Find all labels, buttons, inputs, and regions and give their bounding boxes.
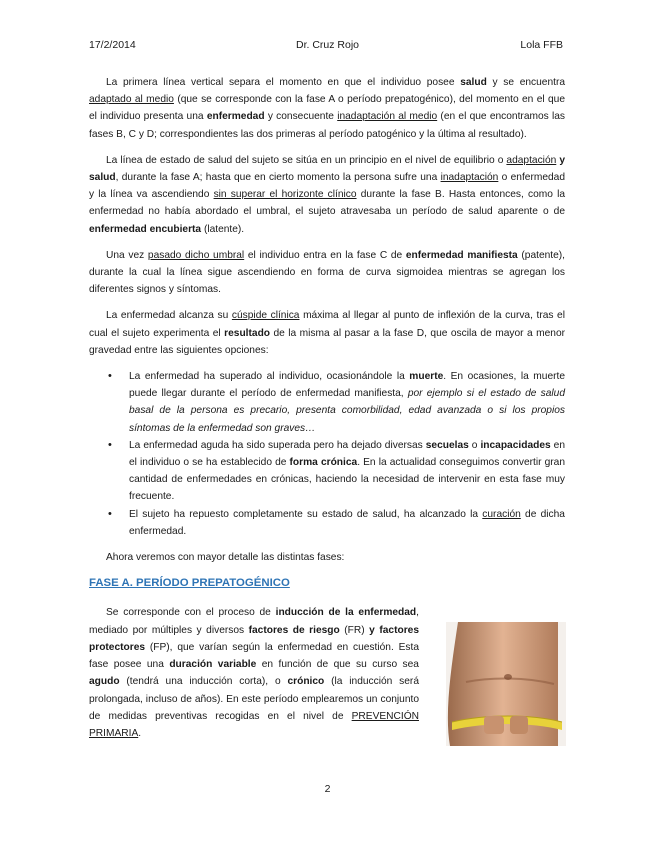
paragraph-4: La enfermedad alcanza su cúspide clínica máxima al llegar al punto de inflexión de la curva, tras el cual el sujeto experimenta el resultado de la misma al pasar a la fase D, que oscila de mayor a menor gravedad entre las siguientes opciones: — [89, 310, 565, 356]
section-heading: FASE A. PERÍODO PREPATOGÉNICO — [89, 577, 290, 590]
header-author: Dr. Cruz Rojo — [295, 39, 359, 51]
header-right: Lola FFB — [520, 39, 563, 51]
outcome-list — [89, 368, 565, 540]
paragraph-2: La línea de estado de salud del sujeto se sitúa en un principio en el nivel de equilibrio o adaptación y salud, durante la fase A; hasta que en cierto momento la persona sufre una inadaptación o enfermedad y la línea va ascendiendo sin superar el horizonte clínico durante la fase B. Hasta entonces, como la enfermedad no había abordado el umbral, el sujeto atravesaba un período de salud aparente o de enfermedad encubierta (latente). — [89, 154, 565, 235]
bullet-icon: • — [108, 370, 112, 383]
waist-measurement-photo — [446, 622, 566, 746]
header-date: 17/2/2014 — [89, 39, 136, 51]
bullet-icon: • — [108, 438, 112, 451]
paragraph-5: Ahora veremos con mayor detalle las distintas fases: — [106, 552, 345, 564]
list-item: • La enfermedad aguda ha sido superada pero ha dejado diversas secuelas o incapacidades en el individuo o se ha establecido de forma crónica. En la actualidad conseguimos convertir gran cantidad de enfermedades en crónicas, haciendo la necesidad de intervenir en esta fase muy frecuente. — [108, 438, 565, 503]
bullet-icon: • — [108, 507, 112, 520]
list-item: • La enfermedad ha superado al individuo, ocasionándole la muerte. En ocasiones, la muerte puede llegar durante el período de enfermedad manifiesta, por ejemplo si el estado de salud basal de la persona es precario, presenta comorbilidad, edad avanzada o si los propios síntomas de la enfermedad son graves… — [108, 370, 565, 434]
paragraph-1: La primera línea vertical separa el momento en que el individuo posee salud y se encuentra adaptado al medio (que se corresponde con la fase A o período prepatogénico), del momento en el que el individuo presenta una enfermedad y consecuente inadaptación al medio (en el que encontramos las fases B, C y D; correspondientes las dos primeras al período patogénico y la última al resultado). — [89, 77, 566, 140]
paragraph-3: Una vez pasado dicho umbral el individuo entra en la fase C de enfermedad manifiesta (patente), durante la cual la línea sigue ascendiendo en forma de curva sigmoidea mientras se agregan los diferentes signos y síntomas. — [89, 249, 566, 296]
page-number: 2 — [324, 783, 331, 795]
list-item: • El sujeto ha repuesto completamente su estado de salud, ha alcanzado la curación de dicha enfermedad. — [108, 507, 565, 537]
fase-a-text: Se corresponde con el proceso de inducción de la enfermedad, mediado por múltiples y diversos factores de riesgo (FR) y factores protectores (FP), que varían según la enfermedad en cuestión. Esta fase posee una duración variable en función de que su curso sea agudo (tendrá una inducción corta), o crónico (la inducción será prolongada, incluso de años). En este período emplearemos un conjunto de medidas preventivas recogidas en el nivel de PREVENCIÓN PRIMARIA. — [89, 607, 420, 739]
